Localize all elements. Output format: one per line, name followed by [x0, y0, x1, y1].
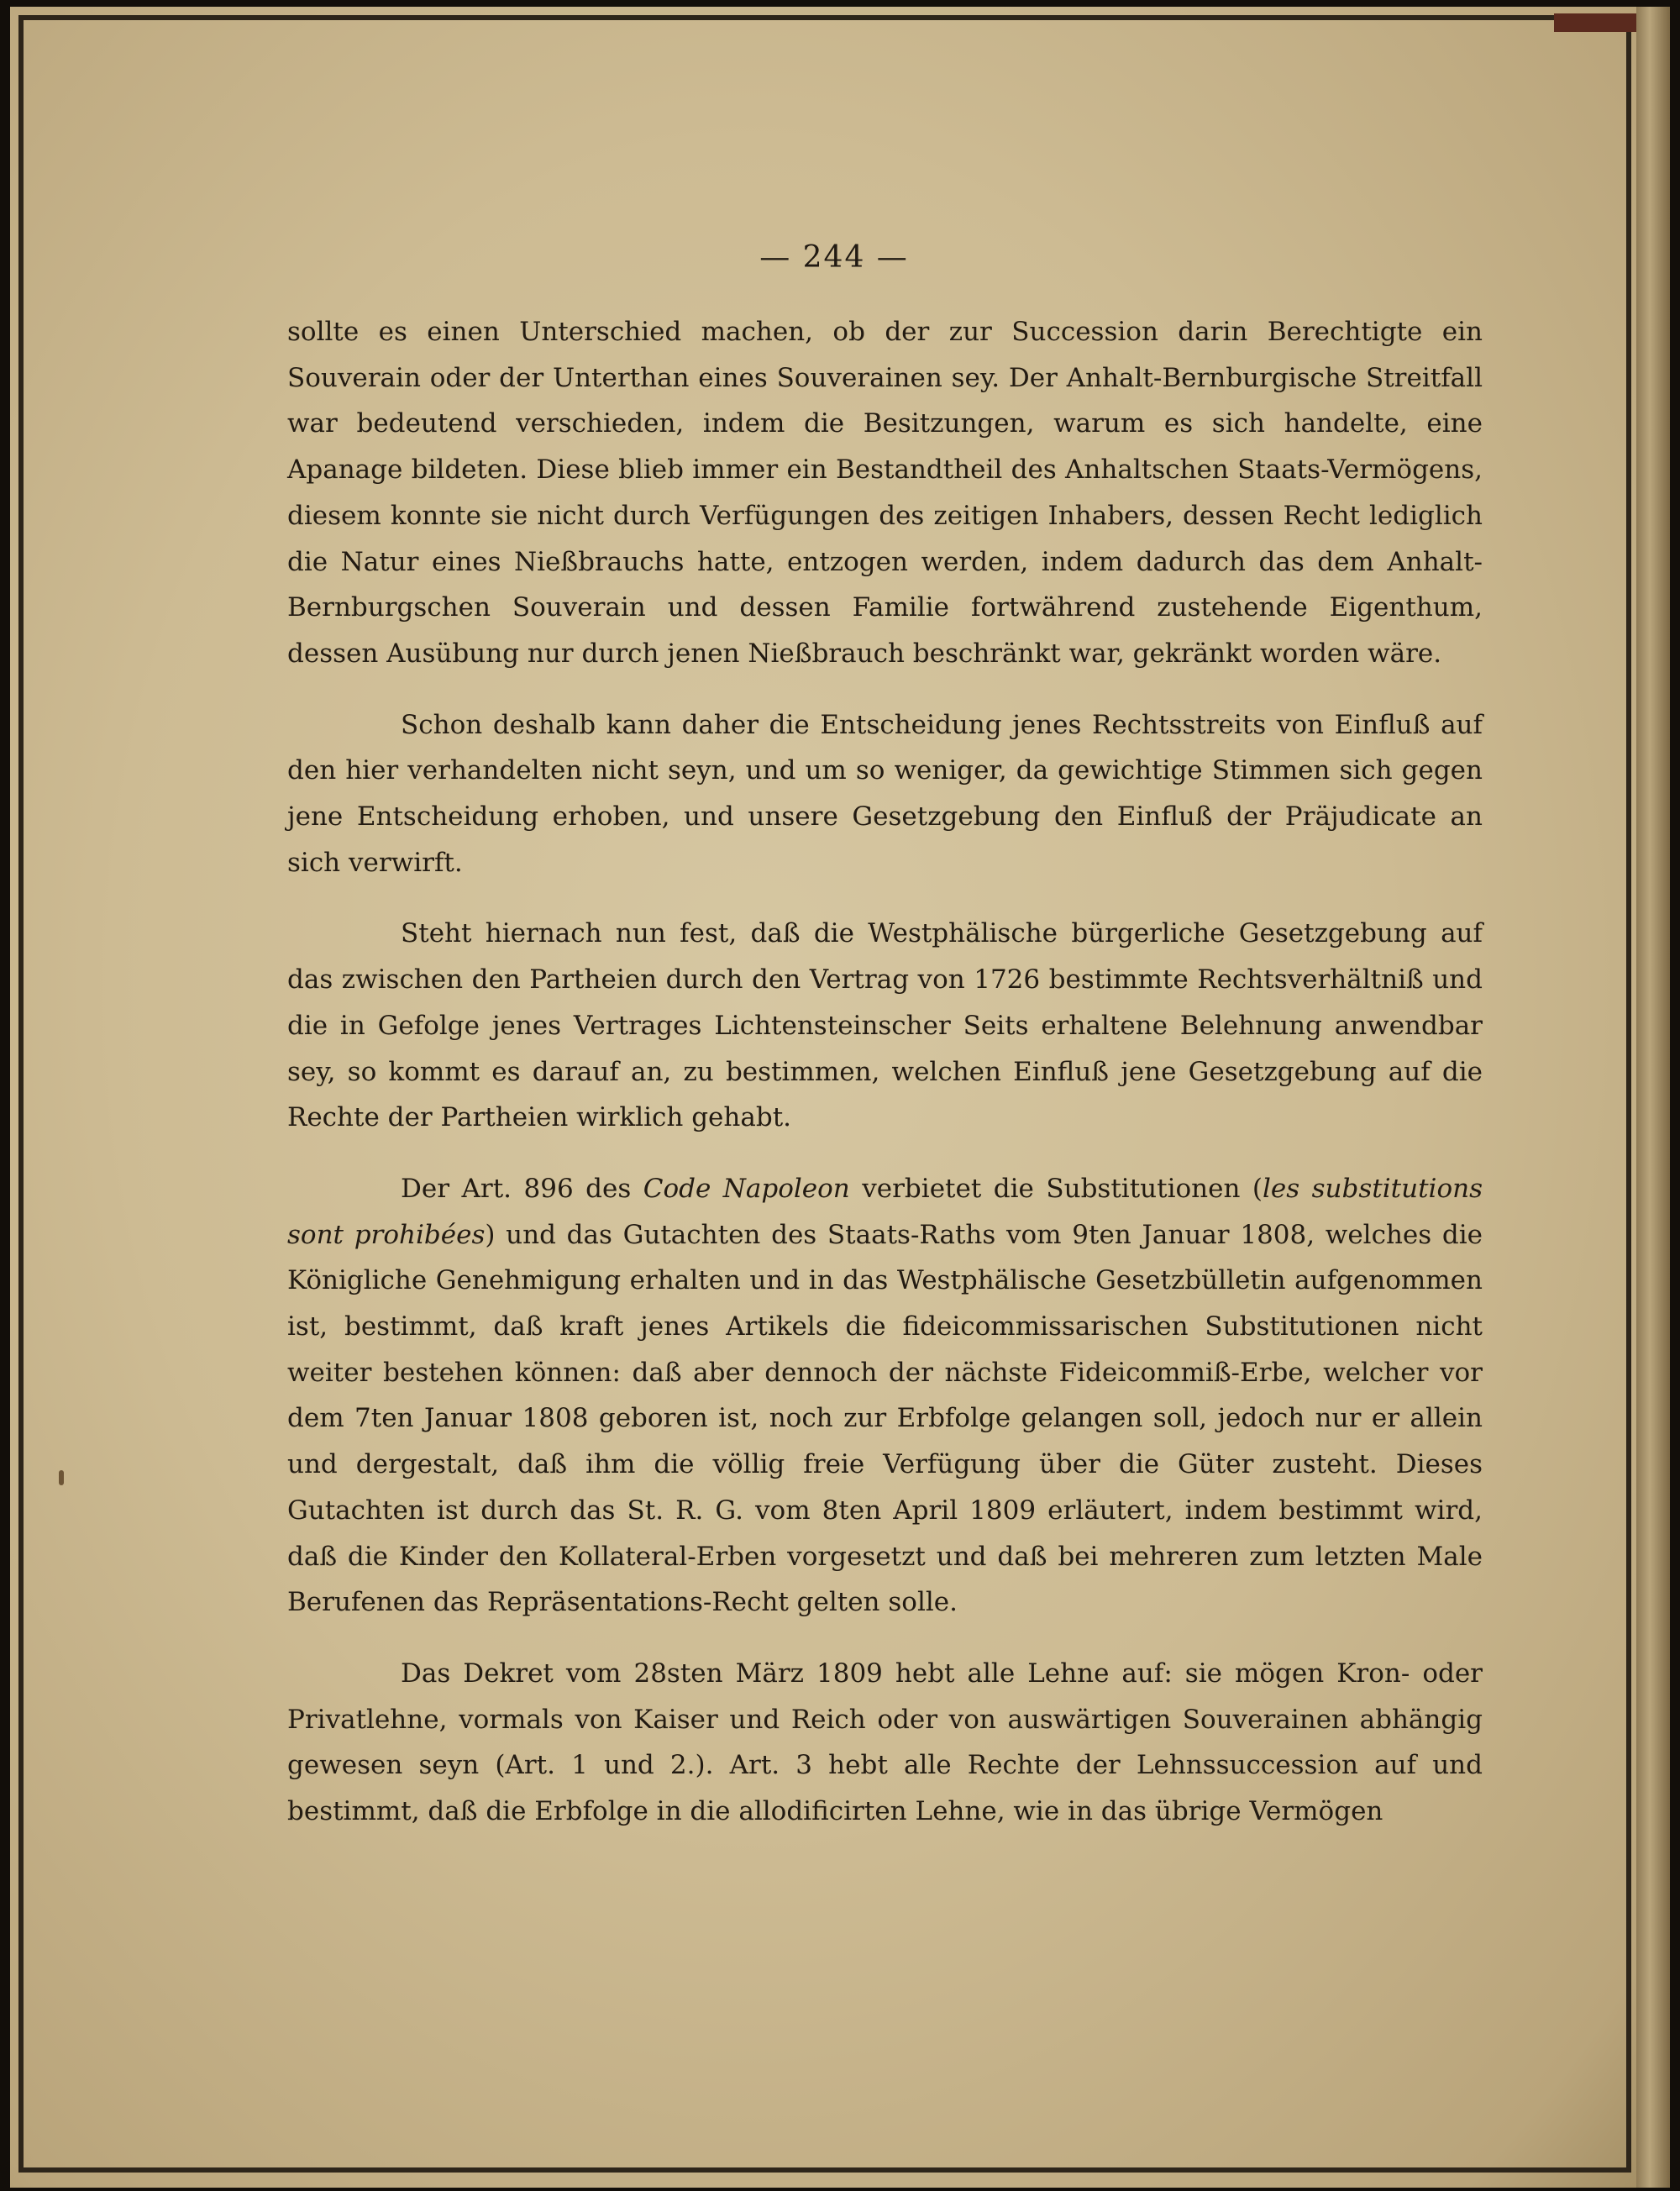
paragraph-5: Das Dekret vom 28sten März 1809 hebt alle Lehne auf: sie mögen Kron- oder Privatlehne, vormals von Kaiser und Reich oder von auswärtigen Souverainen abhängig gewesen seyn (Art. 1 und 2.). Art. 3 hebt alle Rechte der Lehnssuccession auf und bestimmt, daß die Erbfolge in die allodificirten Lehne, wie in das übrige Vermögen: [287, 1658, 1483, 1827]
ink-spot: [59, 1470, 64, 1485]
page-number: — 244 —: [759, 240, 909, 275]
adjacent-page-edge: [1636, 7, 1670, 2188]
paragraph-4-text-c: ) und das Gutachten des Staats-Raths vom 9ten Januar 1808, welches die Königliche Genehmigung erhalten und in das Westphälische Gesetzbülletin aufgenommen ist, bestimmt, daß kraft jenes Artikels die fideicommissarischen Substitutionen nicht weiter bestehen können: daß aber dennoch der nächste Fideicommiß-Erbe, welcher vor dem 7ten Januar 1808 geboren ist, noch zur Erbfolge gelangen soll, jedoch nur er allein und dergestalt, daß ihm die völlig freie Verfügung über die Güter zusteht. Dieses Gutachten ist durch das St. R. G. vom 8ten April 1809 erläutert, indem bestimmt wird, daß die Kinder den Kollateral-Erben vorgesetzt und daß bei mehreren zum letzten Male Berufenen das Repräsentations-Recht gelten solle.: [287, 1219, 1483, 1618]
paragraph-1: sollte es einen Unterschied machen, ob der zur Succession darin Berechtigte ein Souverain oder der Unterthan eines Souverainen sey. Der Anhalt-Bernburgische Streitfall war bedeutend verschieden, indem die Besitzungen, warum es sich handelte, eine Apanage bildeten. Diese blieb immer ein Bestandtheil des Anhaltschen Staats-Vermögens, diesem konnte sie nicht durch Verfügungen des zeitigen Inhabers, dessen Recht lediglich die Natur eines Nießbrauchs hatte, entzogen werden, indem dadurch das dem Anhalt-Bernburgschen Souverain und dessen Familie fortwährend zustehende Eigenthum, dessen Ausübung nur durch jenen Nießbrauch beschränkt war, gekränkt worden wäre.: [287, 317, 1483, 669]
paragraph-4: [287, 1166, 1483, 1626]
body-text: [287, 309, 1483, 1835]
paragraph-4-text-b: verbietet die Substitutionen (: [849, 1173, 1263, 1204]
paragraph-4-text-a: Der Art. 896 des: [401, 1173, 643, 1204]
paragraph-2: Schon deshalb kann daher die Entscheidung jenes Rechtsstreits von Einfluß auf den hier verhandelten nicht seyn, und um so weniger, da gewichtige Stimmen sich gegen jene Entscheidung erhoben, und unsere Gesetzgebung den Einfluß der Präjudicate an sich verwirft.: [287, 709, 1483, 878]
code-napoleon-italic: Code Napoleon: [643, 1173, 850, 1204]
french-quote-italic: les substitutions sont prohibées: [287, 1173, 1483, 1250]
paragraph-3: Steht hiernach nun fest, daß die Westphälische bürgerliche Gesetzgebung auf das zwischen den Partheien durch den Vertrag von 1726 bestimmte Rechtsverhältniß und die in Gefolge jenes Vertrages Lichtensteinscher Seits erhaltene Belehnung anwendbar sey, so kommt es darauf an, zu bestimmen, welchen Einfluß jene Gesetzgebung auf die Rechte der Partheien wirklich gehabt.: [287, 918, 1483, 1133]
binding-tab: [1554, 13, 1645, 32]
paper-sheet: [10, 7, 1660, 2188]
